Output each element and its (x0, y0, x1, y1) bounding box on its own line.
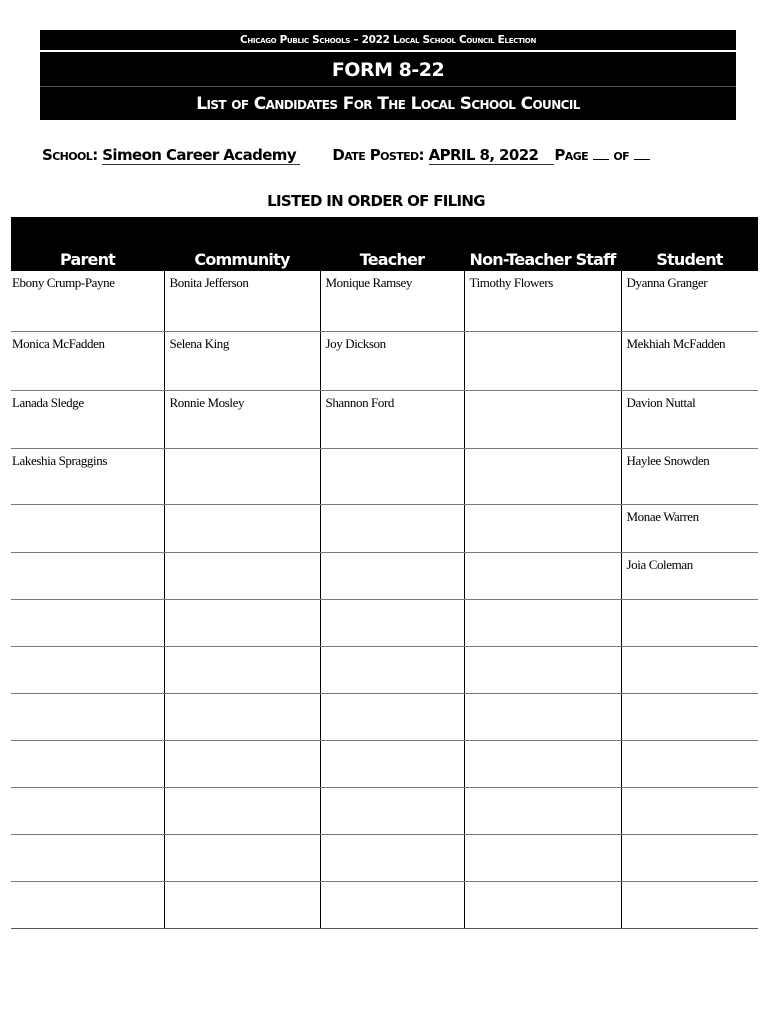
candidate-cell (464, 390, 621, 448)
table-row (11, 331, 758, 390)
candidate-cell: Dyanna Granger (621, 271, 758, 331)
candidate-cell (464, 504, 621, 552)
candidate-cell (164, 646, 320, 693)
candidate-cell: Selena King (164, 331, 320, 390)
form-meta (42, 146, 650, 172)
candidate-cell: Monica McFadden (11, 331, 164, 390)
candidates-table (11, 217, 758, 929)
date-posted-label: Date Posted: (332, 146, 424, 164)
column-header-community: Community (164, 217, 320, 271)
candidate-cell (320, 740, 464, 787)
school-name: Simeon Career Academy (102, 146, 300, 165)
table-row (11, 646, 758, 693)
table-row (11, 881, 758, 928)
candidate-cell (320, 881, 464, 928)
candidate-cell (164, 881, 320, 928)
table-header-row (11, 217, 758, 271)
candidate-cell (11, 834, 164, 881)
candidate-cell (320, 693, 464, 740)
candidate-cell (11, 646, 164, 693)
form-title: List of Candidates For The Local School Council (40, 86, 736, 120)
election-header: Chicago Public Schools – 2022 Local School Council Election (40, 30, 736, 50)
candidate-cell (464, 599, 621, 646)
candidate-cell (464, 552, 621, 599)
candidate-cell (164, 448, 320, 504)
table-row (11, 740, 758, 787)
candidate-cell (464, 740, 621, 787)
order-note: LISTED IN ORDER OF FILING (267, 192, 485, 210)
candidate-cell (164, 552, 320, 599)
candidate-cell: Shannon Ford (320, 390, 464, 448)
form-number: FORM 8-22 (40, 52, 736, 86)
candidate-cell: Lanada Sledge (11, 390, 164, 448)
table-row (11, 448, 758, 504)
of-label: of (613, 146, 629, 164)
candidate-cell: Lakeshia Spraggins (11, 448, 164, 504)
table-row (11, 504, 758, 552)
candidate-cell (320, 599, 464, 646)
candidate-cell (11, 787, 164, 834)
candidate-cell: Joy Dickson (320, 331, 464, 390)
candidate-cell: Davion Nuttal (621, 390, 758, 448)
page-total-blank (634, 147, 650, 160)
candidate-cell (621, 740, 758, 787)
candidate-cell (621, 693, 758, 740)
candidate-cell (164, 787, 320, 834)
candidate-cell (320, 834, 464, 881)
candidate-cell: Bonita Jefferson (164, 271, 320, 331)
candidate-cell: Mekhiah McFadden (621, 331, 758, 390)
candidate-cell: Ronnie Mosley (164, 390, 320, 448)
candidate-cell (164, 504, 320, 552)
candidate-cell (11, 740, 164, 787)
candidate-cell (11, 881, 164, 928)
page-number-blank (593, 147, 609, 160)
candidate-cell (320, 504, 464, 552)
candidate-cell (11, 552, 164, 599)
school-label: School: (42, 146, 98, 164)
candidate-cell (320, 448, 464, 504)
candidate-cell: Haylee Snowden (621, 448, 758, 504)
table-row (11, 552, 758, 599)
candidate-cell: Ebony Crump-Payne (11, 271, 164, 331)
candidate-cell (464, 693, 621, 740)
candidate-cell (11, 504, 164, 552)
candidate-cell: Monique Ramsey (320, 271, 464, 331)
table-row (11, 787, 758, 834)
candidate-cell (164, 693, 320, 740)
column-header-teacher: Teacher (320, 217, 464, 271)
candidate-cell (464, 448, 621, 504)
table-row (11, 693, 758, 740)
candidate-cell (164, 834, 320, 881)
candidate-cell (320, 787, 464, 834)
candidate-cell: Joia Coleman (621, 552, 758, 599)
candidate-cell (320, 552, 464, 599)
table-row (11, 599, 758, 646)
candidate-cell (464, 834, 621, 881)
table-row (11, 271, 758, 331)
column-header-student: Student (621, 217, 758, 271)
table-row (11, 834, 758, 881)
candidate-cell (464, 646, 621, 693)
candidate-cell (621, 787, 758, 834)
candidate-cell (164, 740, 320, 787)
candidate-cell (11, 599, 164, 646)
candidate-cell (621, 881, 758, 928)
column-header-parent: Parent (11, 217, 164, 271)
candidate-cell (464, 331, 621, 390)
candidate-cell (621, 599, 758, 646)
candidate-cell (621, 834, 758, 881)
table-row (11, 390, 758, 448)
candidate-cell (464, 881, 621, 928)
candidate-cell (11, 693, 164, 740)
page-label: Page (554, 146, 589, 164)
column-header-non-teacher-staff: Non-Teacher Staff (464, 217, 621, 271)
candidate-cell (621, 646, 758, 693)
candidate-cell (464, 787, 621, 834)
date-posted-value: APRIL 8, 2022 (429, 146, 555, 165)
candidate-cell: Timothy Flowers (464, 271, 621, 331)
candidate-cell: Monae Warren (621, 504, 758, 552)
candidate-cell (320, 646, 464, 693)
candidate-cell (164, 599, 320, 646)
